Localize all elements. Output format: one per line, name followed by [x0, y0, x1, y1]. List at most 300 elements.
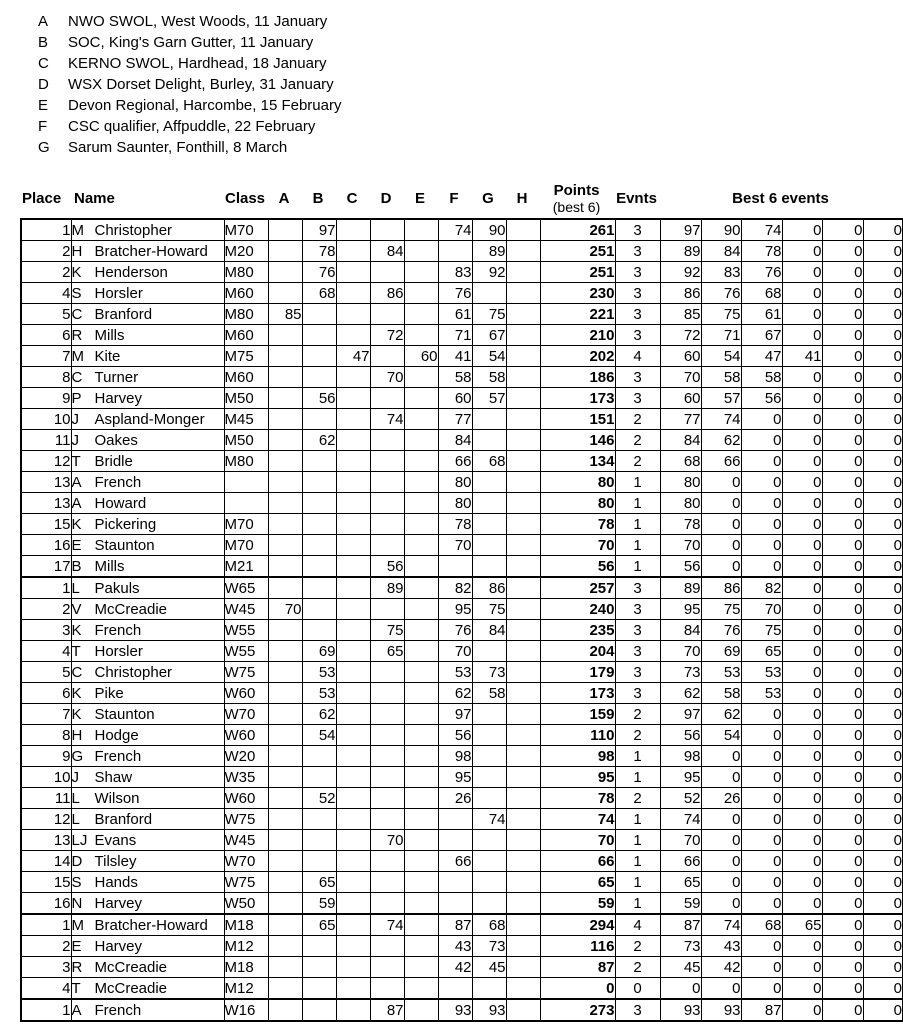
best6-cell-5: 0	[822, 641, 863, 662]
best6-cell-6: 0	[863, 409, 903, 430]
best6-cell-3: 0	[741, 430, 782, 451]
event-cell-a	[268, 493, 302, 514]
best6-cell-1: 59	[660, 893, 701, 915]
best6-cell-6: 0	[863, 704, 903, 725]
section-junior-women	[21, 999, 903, 1021]
name-surname: Evans	[94, 831, 137, 849]
event-cell-a	[268, 957, 302, 978]
event-cell-e	[404, 893, 438, 915]
name-surname: French	[94, 747, 142, 765]
events-count-cell: 3	[615, 283, 660, 304]
event-cell-f: 95	[438, 767, 472, 788]
best6-cell-5: 0	[822, 620, 863, 641]
result-row	[21, 304, 903, 325]
result-row	[21, 809, 903, 830]
event-cell-f	[438, 809, 472, 830]
place-cell: 11	[21, 788, 71, 809]
best6-cell-6: 0	[863, 325, 903, 346]
best6-cell-6: 0	[863, 472, 903, 493]
best6-cell-2: 57	[701, 388, 741, 409]
best6-cell-5: 0	[822, 493, 863, 514]
best6-cell-2: 54	[701, 346, 741, 367]
event-cell-f: 93	[438, 999, 472, 1021]
event-cell-h	[506, 725, 540, 746]
header-event-f: F	[449, 190, 459, 207]
event-cell-d	[370, 978, 404, 1000]
result-row	[21, 641, 903, 662]
points-cell: 240	[540, 599, 615, 620]
name-initial: K	[71, 515, 82, 533]
event-cell-a	[268, 809, 302, 830]
name-initial: M	[71, 916, 84, 934]
place-cell: 14	[21, 851, 71, 872]
best6-cell-5: 0	[822, 830, 863, 851]
event-cell-d	[370, 599, 404, 620]
events-count-cell: 3	[615, 620, 660, 641]
place-cell: 15	[21, 514, 71, 535]
best6-cell-6: 0	[863, 556, 903, 578]
event-cell-b: 54	[302, 725, 336, 746]
events-count-cell: 3	[615, 325, 660, 346]
name-initial: C	[71, 305, 83, 323]
best6-cell-1: 86	[660, 283, 701, 304]
result-row	[21, 830, 903, 851]
best6-cell-2: 0	[701, 830, 741, 851]
event-cell-d	[370, 746, 404, 767]
best6-cell-5: 0	[822, 325, 863, 346]
event-cell-h	[506, 283, 540, 304]
best6-cell-3: 0	[741, 725, 782, 746]
best6-cell-6: 0	[863, 283, 903, 304]
event-cell-h	[506, 472, 540, 493]
best6-cell-4: 0	[782, 978, 822, 1000]
event-cell-e	[404, 704, 438, 725]
name-surname: Hodge	[94, 726, 139, 744]
event-cell-g	[472, 283, 506, 304]
best6-cell-2: 74	[701, 409, 741, 430]
name-cell	[71, 893, 224, 915]
event-cell-g: 68	[472, 451, 506, 472]
event-cell-b: 56	[302, 388, 336, 409]
event-cell-g	[472, 872, 506, 893]
points-cell: 66	[540, 851, 615, 872]
best6-cell-6: 0	[863, 767, 903, 788]
name-cell	[71, 662, 224, 683]
event-cell-b	[302, 999, 336, 1021]
event-cell-a	[268, 999, 302, 1021]
event-cell-b: 53	[302, 662, 336, 683]
name-cell	[71, 767, 224, 788]
best6-cell-2: 42	[701, 957, 741, 978]
event-cell-c	[336, 556, 370, 578]
best6-cell-4: 0	[782, 683, 822, 704]
event-cell-f: 42	[438, 957, 472, 978]
legend-code: F	[38, 118, 48, 135]
best6-cell-4: 0	[782, 493, 822, 514]
events-count-cell: 4	[615, 346, 660, 367]
event-cell-a	[268, 325, 302, 346]
best6-cell-3: 74	[741, 219, 782, 241]
event-cell-e	[404, 325, 438, 346]
best6-cell-3: 0	[741, 409, 782, 430]
best6-cell-4: 0	[782, 577, 822, 599]
name-initial: A	[71, 494, 82, 512]
best6-cell-2: 75	[701, 304, 741, 325]
event-cell-g	[472, 893, 506, 915]
best6-cell-5: 0	[822, 241, 863, 262]
best6-cell-5: 0	[822, 409, 863, 430]
name-surname: Harvey	[94, 894, 143, 912]
event-cell-a	[268, 914, 302, 936]
best6-cell-5: 0	[822, 556, 863, 578]
points-cell: 294	[540, 914, 615, 936]
best6-cell-2: 26	[701, 788, 741, 809]
header-event-e: E	[414, 190, 425, 207]
best6-cell-5: 0	[822, 599, 863, 620]
best6-cell-4: 0	[782, 746, 822, 767]
class-cell: M45	[224, 409, 268, 430]
points-cell: 87	[540, 957, 615, 978]
name-cell	[71, 872, 224, 893]
best6-cell-5: 0	[822, 936, 863, 957]
name-initial: C	[71, 368, 83, 386]
event-cell-g: 84	[472, 620, 506, 641]
result-row	[21, 957, 903, 978]
event-cell-g	[472, 767, 506, 788]
points-cell: 74	[540, 809, 615, 830]
best6-cell-3: 68	[741, 283, 782, 304]
event-cell-c	[336, 893, 370, 915]
event-cell-a	[268, 830, 302, 851]
place-cell: 16	[21, 893, 71, 915]
best6-cell-6: 0	[863, 851, 903, 872]
name-cell	[71, 851, 224, 872]
name-cell	[71, 241, 224, 262]
event-cell-g	[472, 978, 506, 1000]
events-count-cell: 3	[615, 304, 660, 325]
event-cell-g: 92	[472, 262, 506, 283]
event-cell-f: 78	[438, 514, 472, 535]
result-row	[21, 430, 903, 451]
best6-cell-3: 47	[741, 346, 782, 367]
name-initial: E	[71, 937, 82, 955]
events-count-cell: 3	[615, 683, 660, 704]
points-cell: 257	[540, 577, 615, 599]
best6-cell-6: 0	[863, 577, 903, 599]
event-cell-d	[370, 957, 404, 978]
best6-cell-4: 0	[782, 283, 822, 304]
points-cell: 78	[540, 514, 615, 535]
event-cell-c	[336, 599, 370, 620]
best6-cell-4: 0	[782, 809, 822, 830]
event-cell-b	[302, 325, 336, 346]
event-cell-d	[370, 725, 404, 746]
place-cell: 4	[21, 283, 71, 304]
event-cell-e	[404, 746, 438, 767]
name-initial: J	[71, 410, 79, 428]
event-cell-b	[302, 556, 336, 578]
class-cell: W55	[224, 620, 268, 641]
event-cell-b	[302, 472, 336, 493]
header-best6: Best 6 events	[732, 190, 829, 207]
result-row	[21, 683, 903, 704]
best6-cell-3: 0	[741, 809, 782, 830]
event-cell-g	[472, 725, 506, 746]
name-initial: K	[71, 684, 82, 702]
event-cell-h	[506, 556, 540, 578]
event-cell-g: 68	[472, 914, 506, 936]
name-initial: R	[71, 326, 83, 344]
event-cell-d: 72	[370, 325, 404, 346]
best6-cell-4: 0	[782, 472, 822, 493]
name-surname: French	[94, 621, 142, 639]
points-cell: 146	[540, 430, 615, 451]
event-cell-h	[506, 893, 540, 915]
result-row	[21, 767, 903, 788]
event-cell-h	[506, 914, 540, 936]
best6-cell-3: 0	[741, 830, 782, 851]
best6-cell-2: 62	[701, 704, 741, 725]
points-cell: 251	[540, 262, 615, 283]
name-surname: Bratcher-Howard	[94, 916, 208, 934]
event-cell-d: 75	[370, 620, 404, 641]
name-surname: Bridle	[94, 452, 133, 470]
event-cell-e	[404, 936, 438, 957]
points-cell: 70	[540, 830, 615, 851]
event-cell-b: 97	[302, 219, 336, 241]
events-count-cell: 1	[615, 809, 660, 830]
event-cell-b: 59	[302, 893, 336, 915]
legend-code: G	[38, 139, 50, 156]
best6-cell-3: 0	[741, 514, 782, 535]
best6-cell-6: 0	[863, 599, 903, 620]
event-cell-g: 58	[472, 367, 506, 388]
event-cell-c	[336, 957, 370, 978]
event-cell-b: 62	[302, 430, 336, 451]
class-cell: W75	[224, 872, 268, 893]
event-cell-h	[506, 851, 540, 872]
best6-cell-4: 0	[782, 451, 822, 472]
event-cell-g: 67	[472, 325, 506, 346]
event-cell-d	[370, 472, 404, 493]
event-cell-a	[268, 788, 302, 809]
best6-cell-1: 77	[660, 409, 701, 430]
best6-cell-5: 0	[822, 788, 863, 809]
event-cell-a	[268, 219, 302, 241]
event-cell-f: 76	[438, 283, 472, 304]
event-cell-e	[404, 999, 438, 1021]
best6-cell-4: 0	[782, 725, 822, 746]
name-surname: McCreadie	[94, 958, 168, 976]
name-surname: Henderson	[94, 263, 168, 281]
best6-cell-3: 56	[741, 388, 782, 409]
event-cell-h	[506, 577, 540, 599]
name-surname: Branford	[94, 810, 153, 828]
name-initial: D	[71, 852, 83, 870]
name-surname: Aspland-Monger	[94, 410, 205, 428]
best6-cell-3: 0	[741, 978, 782, 1000]
place-cell: 7	[21, 346, 71, 367]
best6-cell-1: 70	[660, 830, 701, 851]
best6-cell-6: 0	[863, 219, 903, 241]
name-cell	[71, 325, 224, 346]
event-cell-b: 53	[302, 683, 336, 704]
best6-cell-5: 0	[822, 283, 863, 304]
header-evnts: Evnts	[616, 190, 657, 207]
event-cell-g	[472, 641, 506, 662]
name-surname: Oakes	[94, 431, 138, 449]
best6-cell-4: 0	[782, 704, 822, 725]
best6-cell-3: 0	[741, 957, 782, 978]
points-cell: 70	[540, 535, 615, 556]
event-cell-c	[336, 746, 370, 767]
event-cell-h	[506, 262, 540, 283]
events-count-cell: 2	[615, 725, 660, 746]
name-cell	[71, 957, 224, 978]
best6-cell-1: 0	[660, 978, 701, 1000]
best6-cell-4: 0	[782, 556, 822, 578]
best6-cell-5: 0	[822, 746, 863, 767]
event-cell-a	[268, 283, 302, 304]
name-cell	[71, 914, 224, 936]
best6-cell-3: 0	[741, 788, 782, 809]
best6-cell-4: 0	[782, 767, 822, 788]
points-cell: 159	[540, 704, 615, 725]
best6-cell-6: 0	[863, 999, 903, 1021]
best6-cell-4: 0	[782, 262, 822, 283]
event-cell-b	[302, 451, 336, 472]
name-initial: T	[71, 452, 81, 470]
event-cell-g: 45	[472, 957, 506, 978]
best6-cell-5: 0	[822, 957, 863, 978]
event-cell-d	[370, 851, 404, 872]
table-header-row	[20, 181, 902, 216]
name-cell	[71, 788, 224, 809]
event-cell-f	[438, 830, 472, 851]
event-cell-h	[506, 599, 540, 620]
name-cell	[71, 493, 224, 514]
header-event-h: H	[516, 190, 528, 207]
event-cell-f: 43	[438, 936, 472, 957]
points-cell: 98	[540, 746, 615, 767]
event-cell-h	[506, 999, 540, 1021]
best6-cell-4: 0	[782, 662, 822, 683]
best6-cell-1: 80	[660, 493, 701, 514]
result-row	[21, 346, 903, 367]
place-cell: 9	[21, 746, 71, 767]
event-cell-g: 75	[472, 304, 506, 325]
points-cell: 202	[540, 346, 615, 367]
result-row	[21, 241, 903, 262]
event-cell-c	[336, 514, 370, 535]
best6-cell-1: 78	[660, 514, 701, 535]
event-cell-c	[336, 641, 370, 662]
place-cell: 1	[21, 219, 71, 241]
class-cell: M60	[224, 367, 268, 388]
name-surname: Staunton	[94, 536, 155, 554]
place-cell: 7	[21, 704, 71, 725]
best6-cell-5: 0	[822, 872, 863, 893]
event-cell-h	[506, 872, 540, 893]
place-cell: 13	[21, 472, 71, 493]
best6-cell-4: 0	[782, 367, 822, 388]
event-cell-e	[404, 514, 438, 535]
event-cell-f	[438, 556, 472, 578]
best6-cell-1: 62	[660, 683, 701, 704]
best6-cell-5: 0	[822, 767, 863, 788]
class-cell: W45	[224, 599, 268, 620]
event-cell-a	[268, 725, 302, 746]
best6-cell-2: 93	[701, 999, 741, 1021]
event-cell-c	[336, 725, 370, 746]
best6-cell-1: 56	[660, 556, 701, 578]
event-cell-f: 80	[438, 472, 472, 493]
best6-cell-4: 0	[782, 620, 822, 641]
event-cell-f	[438, 872, 472, 893]
section-men	[21, 219, 903, 577]
event-cell-d	[370, 809, 404, 830]
best6-cell-4: 0	[782, 936, 822, 957]
event-cell-b	[302, 346, 336, 367]
events-count-cell: 2	[615, 788, 660, 809]
event-cell-h	[506, 535, 540, 556]
name-surname: Christopher	[94, 221, 173, 239]
header-event-c: C	[346, 190, 358, 207]
class-cell: W60	[224, 725, 268, 746]
event-cell-c	[336, 430, 370, 451]
event-cell-f: 74	[438, 219, 472, 241]
events-count-cell: 1	[615, 514, 660, 535]
best6-cell-5: 0	[822, 662, 863, 683]
points-cell: 134	[540, 451, 615, 472]
event-cell-d: 65	[370, 641, 404, 662]
best6-cell-4: 0	[782, 325, 822, 346]
event-cell-h	[506, 830, 540, 851]
best6-cell-2: 43	[701, 936, 741, 957]
place-cell: 5	[21, 304, 71, 325]
events-count-cell: 2	[615, 704, 660, 725]
best6-cell-6: 0	[863, 620, 903, 641]
events-count-cell: 1	[615, 893, 660, 915]
best6-cell-2: 74	[701, 914, 741, 936]
event-cell-e	[404, 388, 438, 409]
best6-cell-5: 0	[822, 262, 863, 283]
best6-cell-6: 0	[863, 262, 903, 283]
events-count-cell: 4	[615, 914, 660, 936]
name-surname: McCreadie	[94, 979, 168, 997]
name-initial: G	[71, 747, 84, 765]
best6-cell-3: 75	[741, 620, 782, 641]
result-row	[21, 725, 903, 746]
result-row	[21, 936, 903, 957]
name-initial: J	[71, 431, 79, 449]
place-cell: 6	[21, 683, 71, 704]
name-surname: Branford	[94, 305, 153, 323]
name-initial: S	[71, 873, 82, 891]
event-cell-f: 66	[438, 451, 472, 472]
place-cell: 6	[21, 325, 71, 346]
event-cell-g	[472, 409, 506, 430]
name-cell	[71, 304, 224, 325]
best6-cell-6: 0	[863, 914, 903, 936]
points-cell: 110	[540, 725, 615, 746]
name-cell	[71, 472, 224, 493]
best6-cell-5: 0	[822, 683, 863, 704]
best6-cell-6: 0	[863, 430, 903, 451]
place-cell: 15	[21, 872, 71, 893]
best6-cell-6: 0	[863, 746, 903, 767]
header-event-a: A	[278, 190, 290, 207]
